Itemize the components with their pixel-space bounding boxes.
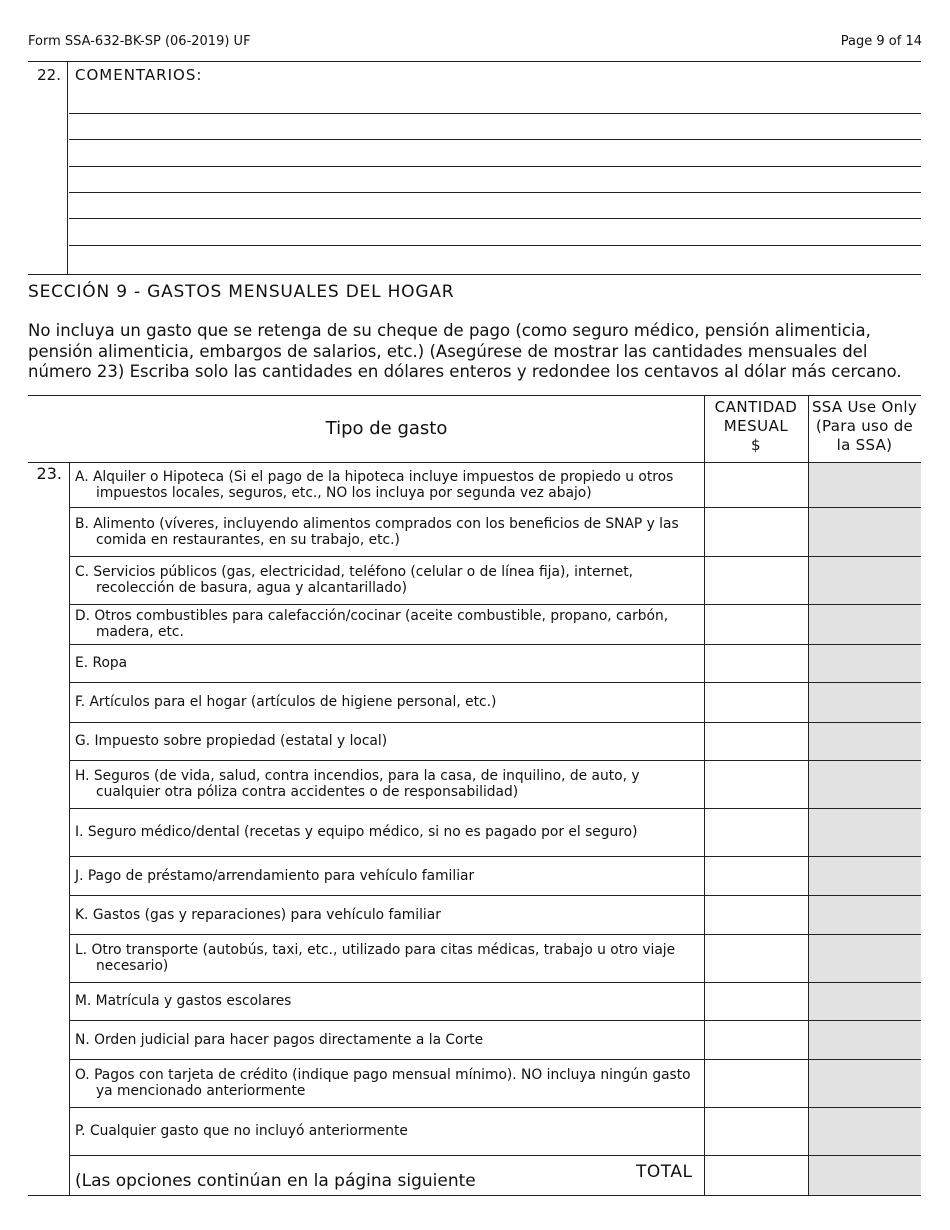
expense-label	[75, 1123, 700, 1139]
expense-label	[75, 733, 700, 749]
expense-label	[75, 608, 700, 640]
expense-label-line: F. Artículos para el hogar (artículos de higiene personal, etc.)	[75, 694, 497, 710]
expense-label-line: K. Gastos (gas y reparaciones) para vehículo familiar	[75, 907, 441, 923]
divider	[69, 462, 70, 1195]
expenses-table	[28, 395, 921, 1196]
expense-label-line: I. Seguro médico/dental (recetas y equipo médico, si no es pagado por el seguro)	[75, 824, 638, 840]
monthly-amount-field[interactable]	[705, 463, 808, 507]
comment-line	[69, 218, 921, 219]
expense-label-line: A. Alquiler o Hipoteca (Si el pago de la hipoteca incluye impuestos de propiedo u otros	[75, 469, 674, 485]
comment-line	[69, 245, 921, 246]
column-header-ssa	[808, 398, 921, 455]
expense-label	[75, 694, 700, 710]
expense-label-line: L. Otro transporte (autobús, taxi, etc., utilizado para citas médicas, trabajo u otro viaje	[75, 942, 676, 958]
monthly-amount-field[interactable]	[705, 809, 808, 856]
comment-line	[69, 113, 921, 114]
cantidad-header-line: CANTIDAD	[714, 398, 798, 416]
comments-label: COMENTARIOS:	[75, 66, 203, 84]
expense-label	[75, 1032, 700, 1048]
monthly-amount-field[interactable]	[705, 683, 808, 722]
expense-label-line: N. Orden judicial para hacer pagos directamente a la Corte	[75, 1032, 484, 1048]
ssa-header-line: la SSA)	[836, 436, 893, 454]
item-number-23: 23.	[36, 464, 62, 483]
expense-label-line: G. Impuesto sobre propiedad (estatal y local)	[75, 733, 388, 749]
expense-label	[75, 907, 700, 923]
monthly-amount-field[interactable]	[705, 1021, 808, 1059]
section-9-instructions: No incluya un gasto que se retenga de su cheque de pago (como seguro médico, pensión alimenticia, pensión alimenticia, embargos de salarios, etc.) (Asegúrese de mostrar las cantidades mensuales del número 23) Escriba solo las cantidades en dólares enteros y redondee los centavos al dólar más cercano.	[28, 321, 902, 381]
expense-label-line: B. Alimento (víveres, incluyendo alimentos comprados con los beneficios de SNAP y las	[75, 516, 679, 532]
expense-label-line: madera, etc.	[96, 624, 184, 640]
expense-label-line: E. Ropa	[75, 655, 128, 671]
cantidad-header-line: $	[750, 436, 762, 454]
form-id: Form SSA-632-BK-SP (06-2019) UF	[28, 34, 251, 49]
expense-label	[75, 768, 700, 800]
expense-label	[75, 655, 700, 671]
expense-label-line: ya mencionado anteriormente	[96, 1083, 306, 1099]
expense-label-line: comida en restaurantes, en su trabajo, etc.)	[96, 532, 400, 548]
total-amount-field[interactable]	[705, 1156, 808, 1197]
expense-label-line: J. Pago de préstamo/arrendamiento para vehículo familiar	[75, 868, 475, 884]
expense-label-line: H. Seguros (de vida, salud, contra incendios, para la casa, de inquilino, de auto, y	[75, 768, 640, 784]
column-header-tipo: Tipo de gasto	[325, 418, 448, 439]
expense-label	[75, 824, 700, 840]
monthly-amount-field[interactable]	[705, 857, 808, 895]
expense-label-line: cualquier otra póliza contra accidentes o de responsabilidad)	[96, 784, 519, 800]
page-number: Page 9 of 14	[840, 34, 922, 49]
monthly-amount-field[interactable]	[705, 935, 808, 982]
column-header-cantidad	[704, 398, 808, 455]
expense-label	[75, 516, 700, 548]
monthly-amount-field[interactable]	[705, 761, 808, 808]
comment-line	[69, 192, 921, 193]
comments-section	[28, 61, 921, 275]
expense-label	[75, 564, 700, 596]
monthly-amount-field[interactable]	[705, 557, 808, 604]
monthly-amount-field[interactable]	[705, 1108, 808, 1155]
expense-label	[75, 1067, 700, 1099]
ssa-header-line: (Para uso de	[815, 417, 914, 435]
expense-label-line: impuestos locales, seguros, etc., NO los incluya por segunda vez abajo)	[96, 485, 592, 501]
total-label: TOTAL	[636, 1162, 693, 1182]
expense-label	[75, 868, 700, 884]
monthly-amount-field[interactable]	[705, 723, 808, 760]
ssa-use-column	[808, 462, 921, 1195]
expense-label-line: D. Otros combustibles para calefacción/cocinar (aceite combustible, propano, carbón,	[75, 608, 669, 624]
expense-label	[75, 469, 700, 501]
monthly-amount-field[interactable]	[705, 605, 808, 644]
expense-label-line: P. Cualquier gasto que no incluyó anteriormente	[75, 1123, 408, 1139]
monthly-amount-field[interactable]	[705, 645, 808, 682]
expense-label-line: M. Matrícula y gastos escolares	[75, 993, 292, 1009]
monthly-amount-field[interactable]	[705, 508, 808, 556]
monthly-amount-field[interactable]	[705, 896, 808, 934]
expense-label-line: O. Pagos con tarjeta de crédito (indique pago mensual mínimo). NO incluya ningún gasto	[75, 1067, 691, 1083]
item-number-22: 22.	[28, 62, 68, 274]
expense-label-line: recolección de basura, agua y alcantarillado)	[96, 580, 407, 596]
monthly-amount-field[interactable]	[705, 983, 808, 1020]
expense-label-line: necesario)	[96, 958, 169, 974]
cantidad-header-line: MESUAL	[723, 417, 789, 435]
comment-line	[69, 139, 921, 140]
section-9-title: SECCIÓN 9 - GASTOS MENSUALES DEL HOGAR	[28, 282, 455, 302]
divider	[808, 396, 809, 1195]
continuation-note: (Las opciones continúan en la página siguiente	[75, 1171, 476, 1191]
comment-line	[69, 166, 921, 167]
ssa-header-line: SSA Use Only	[811, 398, 918, 416]
expense-label	[75, 942, 700, 974]
monthly-amount-field[interactable]	[705, 1060, 808, 1107]
expense-label	[75, 993, 700, 1009]
expense-label-line: C. Servicios públicos (gas, electricidad, teléfono (celular o de línea fija), internet,	[75, 564, 634, 580]
